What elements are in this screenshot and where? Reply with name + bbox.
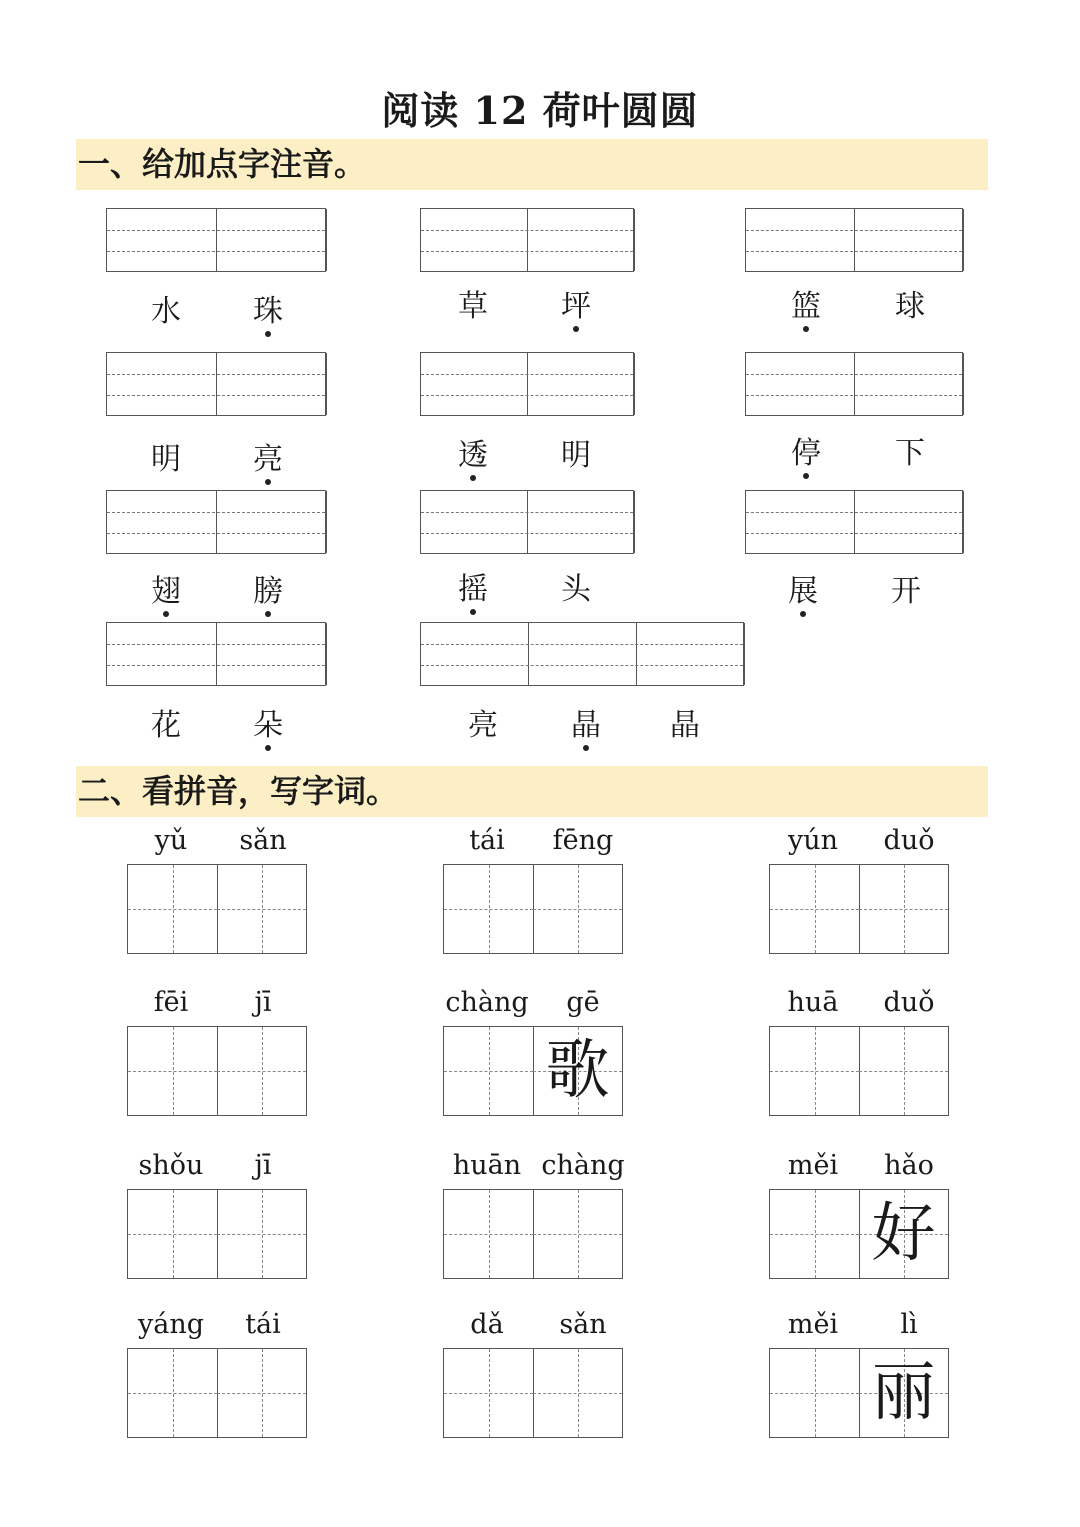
pinyin-writing-box[interactable]: [420, 352, 634, 416]
pinyin-label: měi: [787, 1150, 839, 1181]
word-character: 明: [151, 442, 181, 477]
pinyin-label: fēng: [552, 825, 614, 856]
tianzige-cell[interactable]: [859, 1349, 948, 1437]
pinyin-label: yǔ: [154, 825, 188, 856]
word-character: 水: [151, 294, 181, 329]
tianzige-cell[interactable]: [859, 865, 948, 953]
guide-line: [107, 644, 325, 645]
guide-line: [217, 1071, 306, 1072]
emphasis-dot: [470, 609, 476, 615]
tianzige-cell[interactable]: [217, 1190, 306, 1278]
word-character: 珠: [238, 292, 298, 332]
pinyin-cell[interactable]: [107, 491, 217, 553]
pinyin-label: huān: [452, 1150, 522, 1181]
word-character: 明: [561, 438, 591, 473]
filled-character: 好: [871, 1197, 936, 1271]
guide-line: [770, 909, 859, 910]
guide-line: [128, 1071, 217, 1072]
guide-line: [107, 395, 325, 396]
word-character: 朵: [238, 706, 298, 746]
guide-line: [421, 230, 633, 231]
pinyin-label: jī: [254, 1150, 272, 1181]
pinyin-cell[interactable]: [855, 209, 964, 271]
pinyin-cell[interactable]: [746, 491, 855, 553]
tianzige-cell[interactable]: [444, 865, 534, 953]
pinyin-writing-box[interactable]: [106, 622, 326, 686]
word-character: 花: [151, 708, 181, 743]
guide-line: [421, 533, 633, 534]
tianzige-grid[interactable]: [769, 1348, 949, 1438]
pinyin-writing-box[interactable]: [106, 208, 326, 272]
filled-character: 丽: [871, 1356, 936, 1430]
filled-character: 歌: [545, 1034, 610, 1108]
pinyin-writing-box[interactable]: [745, 490, 963, 554]
guide-line: [421, 251, 633, 252]
guide-line: [107, 230, 325, 231]
emphasis-dot: [583, 745, 589, 751]
pinyin-cell[interactable]: [855, 491, 964, 553]
pinyin-cell[interactable]: [528, 353, 635, 415]
guide-line: [128, 909, 217, 910]
emphasis-dot: [163, 611, 169, 617]
guide-line: [770, 1393, 859, 1394]
pinyin-label: duǒ: [883, 987, 935, 1018]
emphasis-dot: [265, 745, 271, 751]
pinyin-cell[interactable]: [421, 491, 528, 553]
pinyin-label: hǎo: [884, 1150, 934, 1181]
tianzige-cell[interactable]: [859, 1027, 948, 1115]
pinyin-writing-box[interactable]: [745, 352, 963, 416]
pinyin-label: chàng: [541, 1150, 625, 1181]
pinyin-label: dǎ: [470, 1309, 504, 1340]
guide-line: [107, 251, 325, 252]
word-character: 草: [458, 289, 488, 324]
guide-line: [128, 1393, 217, 1394]
emphasis-dot: [265, 479, 271, 485]
guide-line: [107, 512, 325, 513]
pinyin-cell[interactable]: [217, 623, 327, 685]
pinyin-label: měi: [787, 1309, 839, 1340]
guide-line: [859, 1071, 948, 1072]
pinyin-cell[interactable]: [746, 353, 855, 415]
guide-line: [421, 395, 633, 396]
guide-line: [217, 1234, 306, 1235]
guide-line: [444, 1071, 533, 1072]
pinyin-cell[interactable]: [528, 491, 635, 553]
guide-line: [444, 909, 533, 910]
word-character: 膀: [238, 572, 298, 612]
word-character: 亮: [468, 708, 498, 743]
pinyin-label: yáng: [137, 1309, 205, 1340]
page-title: 阅读 12 荷叶圆圆: [381, 88, 699, 133]
emphasis-dot: [265, 331, 271, 337]
word-character: 展: [773, 572, 833, 612]
pinyin-label: yún: [787, 825, 839, 856]
guide-line: [770, 1234, 859, 1235]
guide-line: [217, 909, 306, 910]
tianzige-cell[interactable]: [533, 1190, 622, 1278]
word-character: 晶: [556, 706, 616, 746]
tianzige-cell[interactable]: [128, 1190, 218, 1278]
pinyin-label: tái: [469, 825, 505, 856]
word-character: 翅: [136, 572, 196, 612]
guide-line: [421, 644, 743, 645]
pinyin-cell[interactable]: [217, 353, 327, 415]
pinyin-label: lì: [900, 1309, 918, 1340]
guide-line: [746, 230, 962, 231]
tianzige-grid[interactable]: [443, 1026, 623, 1116]
emphasis-dot: [470, 475, 476, 481]
tianzige-grid[interactable]: [127, 1348, 307, 1438]
pinyin-label: duǒ: [883, 825, 935, 856]
tianzige-grid[interactable]: [127, 1189, 307, 1279]
tianzige-grid[interactable]: [769, 864, 949, 954]
pinyin-label: shǒu: [138, 1150, 204, 1181]
tianzige-cell[interactable]: [770, 1027, 860, 1115]
section-2-heading: 二、看拼音，写字词。: [78, 772, 399, 810]
guide-line: [444, 1393, 533, 1394]
tianzige-cell[interactable]: [217, 1349, 306, 1437]
guide-line: [746, 512, 962, 513]
tianzige-cell[interactable]: [770, 1190, 860, 1278]
guide-line: [746, 251, 962, 252]
tianzige-grid[interactable]: [443, 1189, 623, 1279]
guide-line: [217, 1393, 306, 1394]
tianzige-cell[interactable]: [770, 1349, 860, 1437]
tianzige-grid[interactable]: [127, 864, 307, 954]
emphasis-dot: [803, 326, 809, 332]
guide-line: [533, 909, 622, 910]
pinyin-writing-box[interactable]: [420, 622, 744, 686]
pinyin-cell[interactable]: [107, 209, 217, 271]
section-2-header: [76, 766, 988, 817]
tianzige-cell[interactable]: [128, 1027, 218, 1115]
tianzige-cell[interactable]: [533, 1027, 622, 1115]
tianzige-cell[interactable]: [859, 1190, 948, 1278]
tianzige-cell[interactable]: [444, 1027, 534, 1115]
tianzige-cell[interactable]: [533, 865, 622, 953]
pinyin-cell[interactable]: [529, 623, 637, 685]
pinyin-label: sǎn: [559, 1309, 607, 1340]
guide-line: [533, 1234, 622, 1235]
guide-line: [533, 1393, 622, 1394]
guide-line: [107, 533, 325, 534]
pinyin-label: huā: [787, 987, 839, 1018]
pinyin-writing-box[interactable]: [106, 490, 326, 554]
word-character: 头: [561, 572, 591, 607]
word-character: 摇: [443, 570, 503, 610]
pinyin-writing-box[interactable]: [106, 352, 326, 416]
tianzige-cell[interactable]: [217, 865, 306, 953]
pinyin-writing-box[interactable]: [420, 208, 634, 272]
tianzige-grid[interactable]: [443, 864, 623, 954]
guide-line: [107, 665, 325, 666]
guide-line: [421, 512, 633, 513]
tianzige-grid[interactable]: [769, 1189, 949, 1279]
pinyin-cell[interactable]: [421, 353, 528, 415]
section-1-header: [76, 139, 988, 190]
guide-line: [107, 374, 325, 375]
pinyin-writing-box[interactable]: [745, 208, 963, 272]
guide-line: [746, 533, 962, 534]
pinyin-cell[interactable]: [637, 623, 745, 685]
pinyin-cell[interactable]: [217, 209, 327, 271]
word-character: 球: [895, 289, 925, 324]
tianzige-cell[interactable]: [533, 1349, 622, 1437]
guide-line: [444, 1234, 533, 1235]
word-character: 透: [443, 436, 503, 476]
pinyin-cell[interactable]: [217, 491, 327, 553]
pinyin-cell[interactable]: [528, 209, 635, 271]
word-character: 篮: [776, 287, 836, 327]
pinyin-cell[interactable]: [107, 623, 217, 685]
guide-line: [421, 374, 633, 375]
guide-line: [746, 374, 962, 375]
pinyin-cell[interactable]: [421, 209, 528, 271]
pinyin-cell[interactable]: [746, 209, 855, 271]
guide-line: [859, 909, 948, 910]
word-character: 开: [891, 574, 921, 609]
pinyin-cell[interactable]: [421, 623, 529, 685]
emphasis-dot: [573, 326, 579, 332]
guide-line: [421, 665, 743, 666]
pinyin-label: chàng: [445, 987, 529, 1018]
tianzige-cell[interactable]: [128, 865, 218, 953]
emphasis-dot: [265, 611, 271, 617]
pinyin-label: tái: [245, 1309, 281, 1340]
section-1-heading: 一、给加点字注音。: [78, 145, 367, 183]
tianzige-cell[interactable]: [444, 1349, 534, 1437]
emphasis-dot: [803, 473, 809, 479]
tianzige-grid[interactable]: [127, 1026, 307, 1116]
guide-line: [746, 395, 962, 396]
pinyin-label: gē: [566, 987, 600, 1018]
word-character: 停: [776, 434, 836, 474]
tianzige-grid[interactable]: [769, 1026, 949, 1116]
pinyin-label: sǎn: [239, 825, 287, 856]
emphasis-dot: [800, 611, 806, 617]
tianzige-cell[interactable]: [444, 1190, 534, 1278]
pinyin-label: jī: [254, 987, 272, 1018]
pinyin-writing-box[interactable]: [420, 490, 634, 554]
tianzige-cell[interactable]: [770, 865, 860, 953]
word-character: 下: [895, 436, 925, 471]
guide-line: [770, 1071, 859, 1072]
pinyin-cell[interactable]: [107, 353, 217, 415]
word-character: 晶: [670, 708, 700, 743]
pinyin-label: fēi: [153, 987, 189, 1018]
pinyin-cell[interactable]: [855, 353, 964, 415]
word-character: 亮: [238, 440, 298, 480]
tianzige-grid[interactable]: [443, 1348, 623, 1438]
tianzige-cell[interactable]: [128, 1349, 218, 1437]
guide-line: [128, 1234, 217, 1235]
tianzige-cell[interactable]: [217, 1027, 306, 1115]
word-character: 坪: [546, 287, 606, 327]
